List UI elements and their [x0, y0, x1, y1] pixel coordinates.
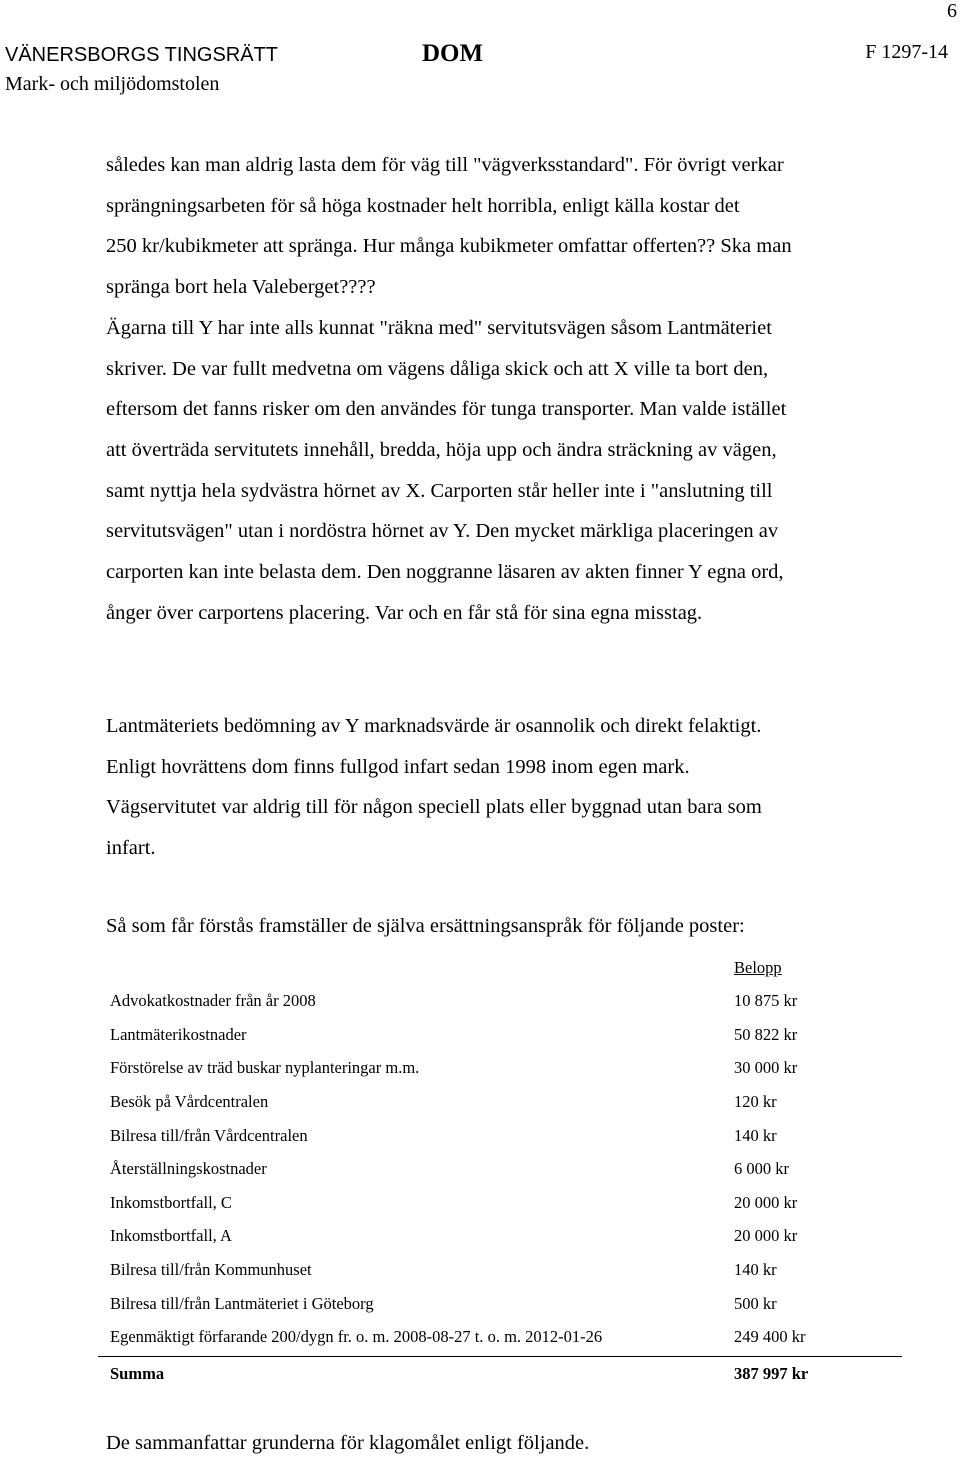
claim-amount: 120 kr	[734, 1091, 777, 1111]
text-line: således kan man aldrig lasta dem för väg till "vägverksstandard". För övrigt verkar	[106, 154, 784, 176]
table-row	[110, 1152, 902, 1186]
claim-label: Bilresa till/från Kommunhuset	[110, 1259, 312, 1279]
claim-label: Lantmäterikostnader	[110, 1024, 247, 1044]
table-row	[110, 1084, 902, 1118]
claim-amount: 140 kr	[734, 1125, 777, 1145]
text-line: carporten kan inte belasta dem. Den noggranne läsaren av akten finner Y egna ord,	[106, 561, 784, 584]
table-row	[110, 1118, 902, 1152]
claim-amount: 20 000 kr	[734, 1192, 798, 1212]
claim-amount: 10 875 kr	[734, 991, 798, 1011]
table-row	[110, 1219, 902, 1253]
claim-label: Inkomstbortfall, A	[110, 1226, 232, 1246]
court-division: Mark- och miljödomstolen	[5, 73, 220, 95]
text-line: sprängningsarbeten för så höga kostnader helt horribla, enligt källa kostar det	[106, 194, 740, 217]
claim-label: Inkomstbortfall, C	[110, 1192, 232, 1212]
body-paragraph-3	[106, 906, 745, 947]
claim-label: Förstörelse av träd buskar nyplanteringar m.m.	[110, 1058, 420, 1078]
table-row	[110, 1320, 902, 1354]
claim-label: Besök på Vårdcentralen	[110, 1091, 269, 1111]
table-row	[110, 1051, 902, 1085]
claim-amount: 140 kr	[734, 1259, 777, 1279]
claim-amount: 249 400 kr	[734, 1327, 806, 1347]
claim-label: Egenmäktigt förfarande 200/dygn fr. o. m. 2008-08-27 t. o. m. 2012-01-26	[110, 1327, 603, 1347]
text-line: eftersom det fanns risker om den användes för tunga transporter. Man valde istället	[106, 398, 787, 421]
claim-label: Bilresa till/från Lantmäteriet i Göteborg	[110, 1293, 374, 1313]
table-header-row	[110, 950, 902, 984]
table-row	[110, 1252, 902, 1286]
claim-label: Återställningskostnader	[110, 1159, 267, 1179]
text-line: att överträda servitutets innehåll, bredda, höja upp och ändra sträckning av vägen,	[106, 438, 777, 461]
claims-table	[110, 950, 902, 1390]
page-number: 6	[947, 0, 957, 22]
body-paragraph-1	[106, 145, 792, 633]
text-line: Lantmäteriets bedömning av Y marknadsvärde är osannolik och direkt felaktigt.	[106, 715, 762, 737]
text-line: Ägarna till Y har inte alls kunnat "räkna med" servitutsvägen såsom Lantmäteriet	[106, 316, 772, 339]
text-line: samt nyttja hela sydvästra hörnet av X. Carporten står heller inte i "anslutning till	[106, 479, 773, 502]
text-line: skriver. De var fullt medvetna om vägens dåliga skick och att X ville ta bort den,	[106, 357, 769, 380]
court-name: VÄNERSBORGS TINGSRÄTT	[5, 44, 279, 66]
table-total-row	[110, 1353, 902, 1390]
text-line: 250 kr/kubikmeter att spränga. Hur många kubikmeter omfattar offerten?? Ska man	[106, 235, 792, 258]
table-row	[110, 1185, 902, 1219]
text-line: spränga bort hela Valeberget????	[106, 276, 376, 299]
text-line: infart.	[106, 837, 156, 860]
total-amount: 387 997 kr	[734, 1364, 809, 1384]
table-row	[110, 1017, 902, 1051]
case-number: F 1297-14	[865, 41, 948, 63]
text-line: Vägservitutet var aldrig till för någon speciell plats eller byggnad utan bara som	[106, 796, 762, 819]
text-line: ånger över carportens placering. Var och en får stå för sina egna misstag.	[106, 601, 703, 624]
closing-sentence: De sammanfattar grunderna för klagomålet enligt följande.	[106, 1432, 590, 1454]
document-type: DOM	[422, 40, 484, 67]
claim-label: Bilresa till/från Vårdcentralen	[110, 1125, 308, 1145]
text-line: servitutsvägen" utan i nordöstra hörnet av Y. Den mycket märkliga placeringen av	[106, 520, 779, 543]
claim-amount: 50 822 kr	[734, 1024, 798, 1044]
claim-amount: 6 000 kr	[734, 1159, 789, 1179]
text-line: Enligt hovrättens dom finns fullgod infart sedan 1998 inom egen mark.	[106, 755, 690, 778]
total-label: Summa	[110, 1364, 165, 1384]
table-row	[110, 1286, 902, 1320]
total-divider-line	[98, 1356, 902, 1357]
claim-label: Advokatkostnader från år 2008	[110, 991, 316, 1011]
claim-amount: 30 000 kr	[734, 1058, 798, 1078]
claim-amount: 20 000 kr	[734, 1226, 798, 1246]
body-paragraph-2	[106, 706, 762, 869]
amount-column-header: Belopp	[734, 957, 782, 977]
table-row	[110, 984, 902, 1018]
text-line: Så som får förstås framställer de själva ersättningsanspråk för följande poster:	[106, 915, 745, 937]
claim-amount: 500 kr	[734, 1293, 777, 1313]
